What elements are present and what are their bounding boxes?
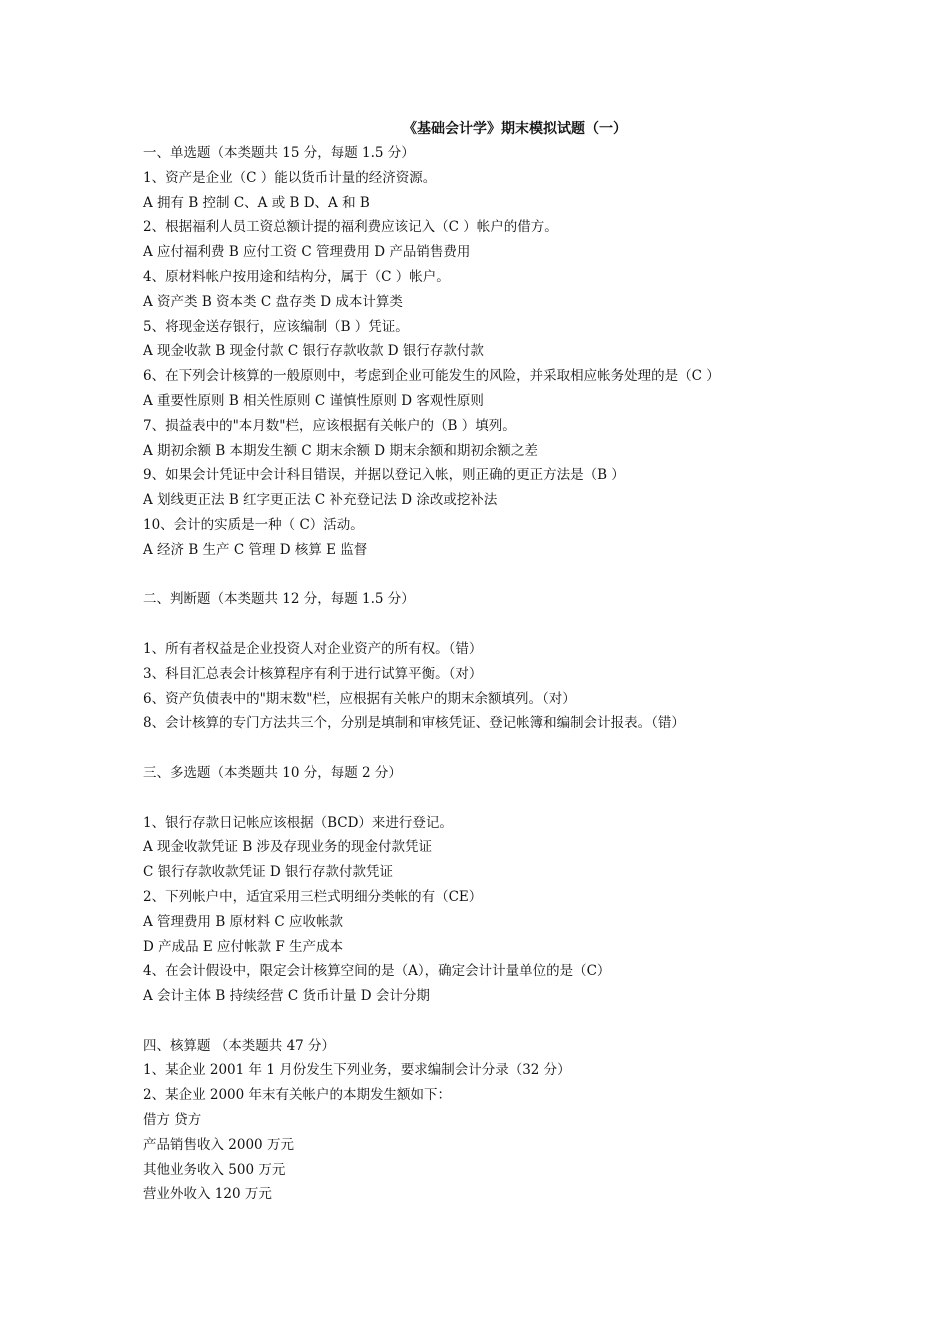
text-line: 其他业务收入 500 万元 [143,1161,286,1178]
document-body [143,141,823,1207]
text-line: 4、在会计假设中，限定会计核算空间的是（A），确定会计计量单位的是（C） [143,963,611,980]
text-line: 营业外收入 120 万元 [143,1186,272,1203]
section-single-choice [143,166,823,563]
section-heading-single-choice: 一、单选题（本类题共 15 分，每题 1.5 分） [143,145,415,161]
text-line: A 现金收款 B 现金付款 C 银行存款收款 D 银行存款付款 [143,343,484,360]
text-line: 8、会计核算的专门方法共三个，分别是填制和审核凭证、登记帐簿和编制会计报表。（错） [143,715,685,732]
text-line: 1、所有者权益是企业投资人对企业资产的所有权。（错） [143,640,483,657]
text-line: A 期初余额 B 本期发生额 C 期末余额 D 期末余额和期初余额之差 [143,442,538,459]
text-line: 1、银行存款日记帐应该根据（BCD）来进行登记。 [143,814,453,831]
section-heading-true-false: 二、判断题（本类题共 12 分，每题 1.5 分） [143,591,415,608]
text-line: 2、下列帐户中，适宜采用三栏式明细分类帐的有（CE） [143,888,483,905]
spacer [143,736,823,761]
spacer [143,1009,823,1034]
spacer [143,563,823,588]
spacer [143,612,823,637]
text-line: 产品销售收入 2000 万元 [143,1136,294,1153]
text-line: C 银行存款收款凭证 D 银行存款付款凭证 [143,864,394,881]
text-line: 1、某企业 2001 年 1 月份发生下列业务，要求编制会计分录（32 分） [143,1062,571,1079]
document-title: 《基础会计学》期末模拟试题（一） [403,121,627,137]
section-calculation [143,1058,823,1207]
text-line: D 产成品 E 应付帐款 F 生产成本 [143,938,344,955]
text-line: A 会计主体 B 持续经营 C 货币计量 D 会计分期 [143,988,430,1005]
text-line: 1、资产是企业（C ）能以货币计量的经济资源。 [143,169,437,186]
section-true-false [143,637,823,736]
text-line: 借方 贷方 [143,1112,202,1129]
section-heading-multiple-choice: 三、多选题（本类题共 10 分，每题 2 分） [143,764,402,781]
spacer [143,786,823,811]
text-line: 6、资产负债表中的"期末数"栏，应根据有关帐户的期末余额填列。（对） [143,690,576,707]
text-line: 9、如果会计凭证中会计科目错误，并据以登记入帐，则正确的更正方法是（B ） [143,467,625,484]
text-line: A 管理费用 B 原材料 C 应收帐款 [143,913,343,930]
text-line: 3、科目汇总表会计核算程序有利于进行试算平衡。（对） [143,665,483,682]
text-line: A 经济 B 生产 C 管理 D 核算 E 监督 [143,541,368,558]
text-line: 10、会计的实质是一种（ C）活动。 [143,516,364,533]
text-line: A 应付福利费 B 应付工资 C 管理费用 D 产品销售费用 [143,244,471,261]
section-heading-calculation: 四、核算题 （本类题共 47 分） [143,1037,336,1054]
text-line: 4、原材料帐户按用途和结构分，属于（C ）帐户。 [143,268,450,285]
text-line: 2、根据福利人员工资总额计提的福利费应该记入（C ）帐户的借方。 [143,219,558,236]
text-line: A 资产类 B 资本类 C 盘存类 D 成本计算类 [143,293,403,310]
text-line: A 拥有 B 控制 C、A 或 B D、A 和 B [143,194,370,211]
text-line: 5、将现金送存银行，应该编制（B ）凭证。 [143,318,409,335]
text-line: A 划线更正法 B 红字更正法 C 补充登记法 D 涂改或挖补法 [143,492,498,509]
text-line: 2、某企业 2000 年末有关帐户的本期发生额如下： [143,1087,452,1104]
text-line: A 重要性原则 B 相关性原则 C 谨慎性原则 D 客观性原则 [143,392,484,409]
text-line: 7、损益表中的"本月数"栏，应该根据有关帐户的（B ）填列。 [143,417,516,434]
section-multiple-choice [143,811,823,1009]
text-line: 6、在下列会计核算的一般原则中，考虑到企业可能发生的风险，并采取相应帐务处理的是（C ） [143,368,720,385]
text-line: A 现金收款凭证 B 涉及存现业务的现金付款凭证 [143,839,433,856]
